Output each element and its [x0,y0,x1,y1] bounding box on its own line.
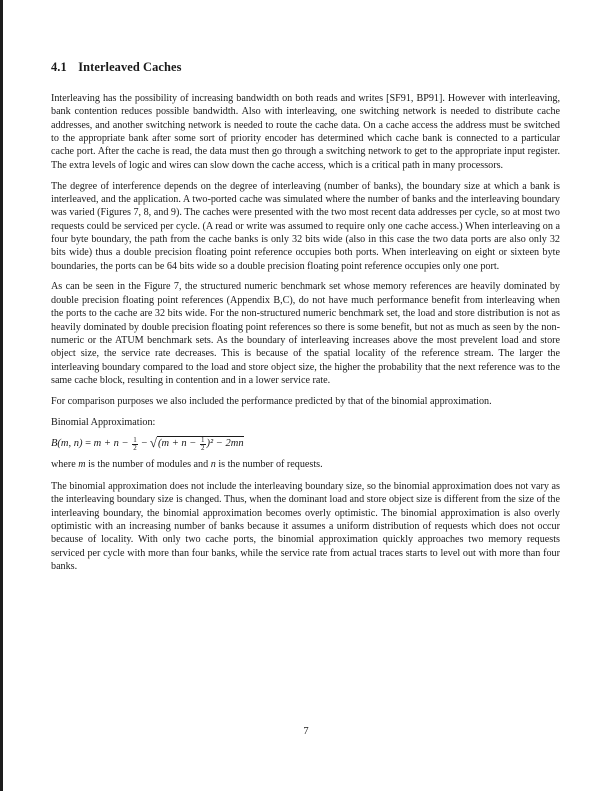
radicand-close: )² − 2mn [206,438,244,450]
page-number: 7 [303,726,309,737]
radicand-half-fraction [200,437,206,452]
sqrt-icon: √ [149,435,157,451]
paragraph-degree-of-interference: The degree of interference depends on the degree of interleaving (number of banks), the boundary size at which a bank is interleaved, and the application. A two-ported cache was simulated where the number of banks and the interleaving boundary was varied (Figures 7, 8, and 9). The caches were presented with the two most recent data addresses per cycle, so at most two requests could be serviced per cycle. (A read or write was assumed to require only one cache access.) When interleaving on a four byte boundary, the path from the cache banks is only 32 bits wide (also in this case the two data ports are also only 32 bits wide) thus a double precision floating point reference occupies both ports. When interleaving on eight or sixteen byte boundaries, the ports can be 64 bits wide so a double precision floating point reference occupies only one port. [51,180,560,272]
var-m: m [78,458,86,470]
paragraph-figure-7-analysis: As can be seen in the Figure 7, the structured numeric benchmark set whose memory references are heavily dominated by double precision floating point references (Appendix B,C), do not have much performance benefit from interleaving when the ports to the cache are 32 bits wide. For the non-structured numeric benchmark set, the load and store distribution is not as heavily dominated by double precision floating point references so there is some benefit, but not as much as seen by the non-numeric or the ATUM benchmark sets. As the boundary of interleaving increases above the most prevelent load and store object size, the service rate decreases. This is because of the spatial locality of the reference stream. The larger the interleaving boundary compared to the load and store object size, the higher the probability that the next reference was to the same cache block, resulting in contention and in a lower service rate. [51,281,560,386]
section-heading [51,60,560,75]
fraction-numerator: 1 [133,435,137,444]
paragraph-interleaving-intro: Interleaving has the possibility of increasing bandwidth on both reads and writes [SF91, BP91]. However with interleaving, bank contention reduces possible bandwidth. Also with interleaving, one switching network is needed to distribute cache addresses, and another switching network is needed to route the cache data. On a cache access the address must be switched to the appropriate bank after some sort of priority encoder has determined which cache bank is connected to a particular cache port. After the cache is read, the data must then go through a switching network to get to the appropriate input register. The extra levels of logic and wires can slow down the cache access, which is a critical path in many processors. [51,93,560,171]
binomial-formula [51,436,560,451]
scan-edge-bar [0,0,3,791]
formula-equals: = [85,438,92,450]
formula-minus: − [141,438,148,450]
radicand-fraction-denominator: 2 [201,443,205,452]
radicand-open: (m + n − [158,438,197,450]
formula-definition [51,458,560,471]
radicand-fraction-numerator: 1 [201,435,205,444]
page-content [51,60,560,581]
formula-half-fraction [132,437,138,452]
section-title: Interleaved Caches [78,60,182,74]
where-middle: is the number of modules and [88,458,209,470]
formula-lhs: B(m, n) [51,438,83,450]
where-prefix: where [51,458,76,470]
paragraph-binomial-discussion: The binomial approximation does not include the interleaving boundary size, so the binomial approximation does not vary as the interleaving boundary size is changed. Thus, when the dominant load and store object size is different from the size of the interleaving boundary, the binomial approximation becomes overly optimistic. The binomial approximation is also overly optimistic with an increasing number of banks because it assumes a uniform distribution of requests which does not occur because of locality. With only two cache ports, the binomial approximation quickly approaches two memory requests serviced per cycle with more than four banks, while the service rate from actual traces starts to level out with more than four banks. [51,480,560,572]
fraction-denominator: 2 [133,443,137,452]
where-suffix: is the number of requests. [218,458,323,470]
paragraph-comparison: For comparison purposes we also included the performance predicted by that of the binomial approximation. [51,395,492,407]
formula-radicand [157,435,244,452]
formula-terms: m + n − [93,438,129,450]
binomial-label: Binomial Approximation: [51,416,156,428]
var-n: n [210,458,216,470]
section-number: 4.1 [51,60,67,74]
